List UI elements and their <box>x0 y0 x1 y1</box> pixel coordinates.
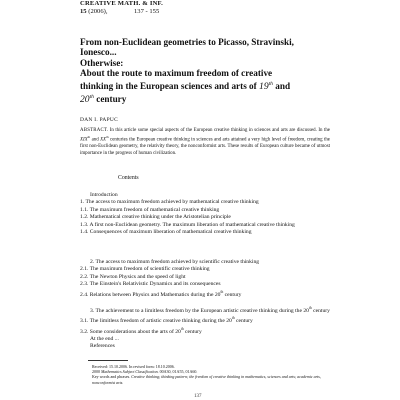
toc-references: References <box>90 343 115 350</box>
title-line-2: Ionesco... <box>80 47 117 58</box>
title-19-sup: th <box>268 80 273 87</box>
toc-section-3-text: 3. The achievement to a limitless freedom by the European artistic creative thinking during the 20 <box>90 307 309 314</box>
toc-section-1: 1. The access to maximum freedom achieved by mathematical creative thinking <box>80 199 259 206</box>
toc-section-1-2: 1.2. Mathematical creative thinking under the Aristotelian principle <box>80 214 231 221</box>
journal-volume: 15 <box>80 8 87 16</box>
toc-section-3-1-end: century <box>236 318 253 325</box>
page-number: 137 <box>194 394 202 399</box>
toc-section-3-2-end: century <box>185 328 202 335</box>
abstract-xx: XX <box>100 137 107 143</box>
title-line-3: Otherwise: <box>80 57 124 68</box>
abstract-xix: XIX <box>80 137 88 143</box>
title-line-1: From non-Euclidean geometries to Picasso, Stravinski, <box>80 37 294 47</box>
journal-year: (2006), <box>88 8 108 16</box>
toc-section-1-1: 1.1. The maximum freedom of mathematical creative thinking <box>80 206 220 213</box>
journal-header <box>80 0 163 17</box>
title-century: century <box>96 94 127 105</box>
toc-section-3-2-sup: th <box>180 326 184 331</box>
title-19: 19 <box>259 80 269 92</box>
footnote-keywords <box>80 374 335 384</box>
contents-group-2 <box>80 259 345 299</box>
toc-section-3-2 <box>80 326 345 336</box>
title-line-5 <box>80 79 340 92</box>
abstract-text-2: centuries the European creative thinking in sciences and arts attained a very high level of freedom, creating the first non-Euclidean geometry, the relativity theory, the nonconformist arts. These results of European culture became of utmost importance in the progress of human civilization. <box>80 137 330 156</box>
toc-at-the-end: At the end ... <box>90 335 119 342</box>
footnote <box>80 360 335 385</box>
abstract-and: and <box>91 137 99 143</box>
toc-section-3-2-text: 3.2. Some considerations about the arts of 20 <box>80 328 181 335</box>
toc-section-3-1-sup: th <box>231 316 235 321</box>
footnote-msc-codes: 00A30, 01A55, 01A60. <box>159 369 198 375</box>
toc-section-3-1 <box>80 315 345 325</box>
paper-title <box>80 37 340 106</box>
footnote-msc-label: Mathematics Subject Classification. <box>101 369 159 375</box>
toc-section-2-2: 2.2. The Newton Physics and the speed of light <box>80 273 186 280</box>
toc-section-3-1-text: 3.1. The limitless freedom of artistic creative thinking during the 20 <box>80 318 232 325</box>
toc-section-2-4-text: 2.4. Relations between Physics and Mathematics during the 20 <box>80 291 221 298</box>
toc-introduction: Introduction <box>90 192 118 198</box>
abstract-xix-sup: th <box>87 135 91 140</box>
toc-section-1-4: 1.4. Consequences of maximum liberation of mathematical creative thinking <box>80 229 252 236</box>
abstract-label: ABSTRACT. <box>80 128 109 133</box>
toc-section-3 <box>80 305 345 315</box>
footnote-keywords-text: Creative thinking; thinking pattern; the freedom of creative thinking in mathematics, sciences and arts; academic arts, nonconformist arts. <box>92 374 321 385</box>
toc-section-3-sup: th <box>308 306 312 310</box>
contents-heading: Contents <box>118 175 139 181</box>
contents-group-1 <box>80 192 345 236</box>
title-line-6 <box>80 92 340 105</box>
title-line-5-text: thinking in the European sciences and arts of <box>80 80 257 91</box>
title-line-4: About the route to maximum freedom of creative <box>80 68 273 79</box>
title-20: 20 <box>80 94 90 106</box>
footnote-received: Received: 15.10.2006. In revised form: 18.10.2006. <box>92 364 175 369</box>
abstract <box>80 128 330 157</box>
footnote-keywords-label: Key words and phrases. <box>92 374 131 380</box>
author-name: DAN I. PAPUC <box>80 117 118 123</box>
journal-pages: 137 - 155 <box>134 8 160 16</box>
journal-name: CREATIVE MATH. & INF. <box>80 0 164 7</box>
footnote-msc-year: 2000 <box>92 369 100 375</box>
footnote-rule <box>88 360 128 361</box>
toc-section-2-1: 2.1. The maximum freedom of scientific creative thinking <box>80 266 210 273</box>
toc-section-2-4-end: century <box>224 291 242 298</box>
title-20-sup: th <box>89 94 94 101</box>
toc-section-2-3: 2.3. The Einstein's Relativistic Dynamics and its consequences <box>80 281 221 288</box>
contents-group-3 <box>80 305 345 351</box>
toc-section-2: 2. The access to maximum freedom achieved by scientific creative thinking <box>90 259 260 265</box>
title-and: and <box>275 80 291 91</box>
toc-section-1-3: 1.3. A first non-Euclidean geometry. The maximum liberation of mathematical creative thinking <box>80 221 295 228</box>
abstract-text-1: In this article some special aspects of the European creative thinking in sciences and arts are discussed. In the <box>109 128 330 133</box>
toc-section-3-end: century <box>313 307 330 314</box>
abstract-xx-sup: th <box>106 135 109 140</box>
toc-section-2-4 <box>80 289 345 299</box>
toc-section-2-4-sup: th <box>220 289 224 294</box>
